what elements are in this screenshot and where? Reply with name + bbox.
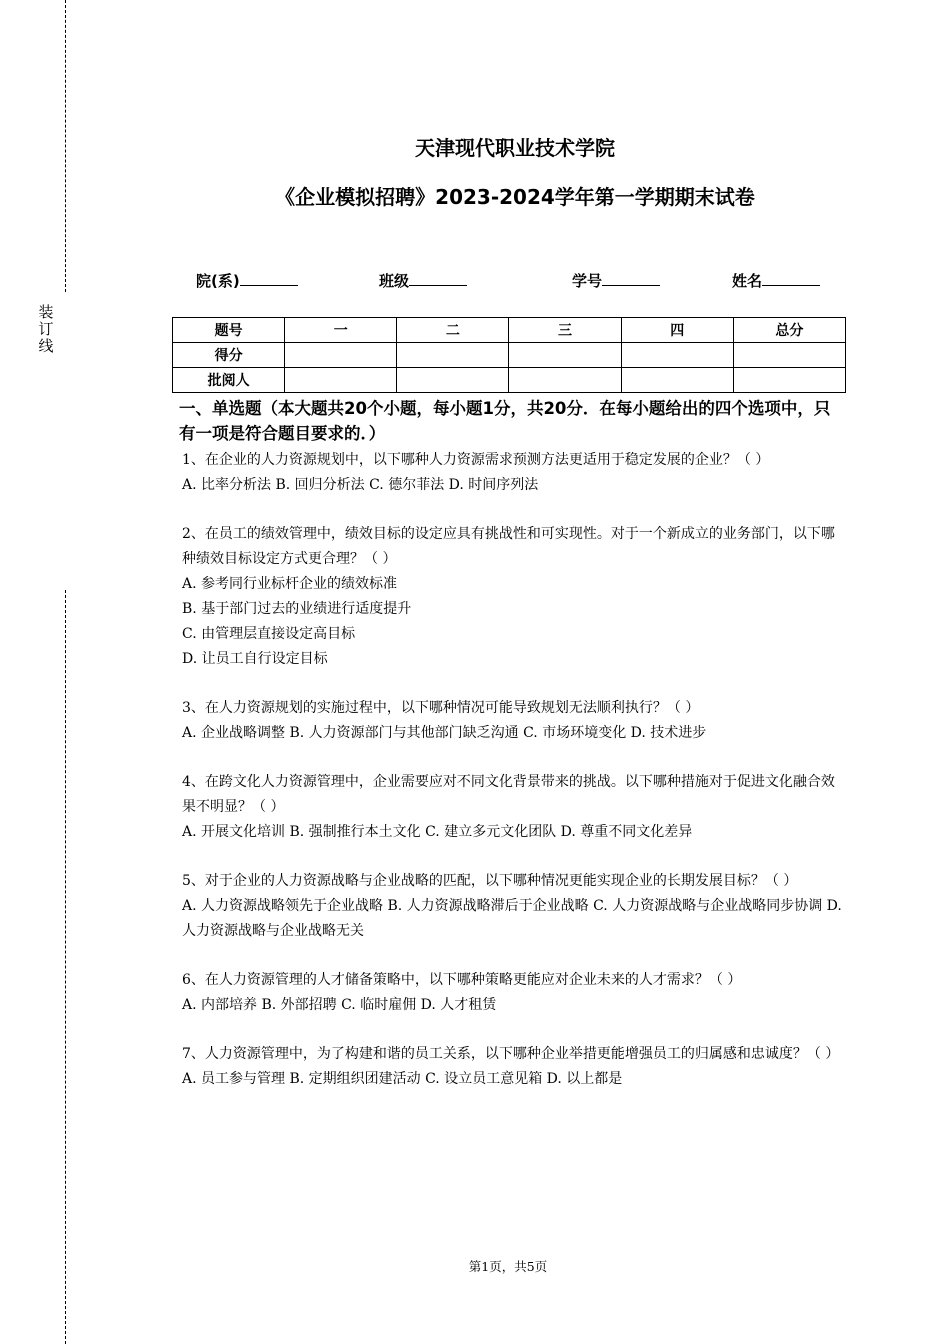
- score-table: [172, 317, 846, 393]
- question-stem: 7、人力资源管理中，为了构建和谐的员工关系，以下哪种企业举措更能增强员工的归属感和忠诚度？（ ）: [182, 1046, 840, 1062]
- row-label: 批阅人: [173, 368, 285, 393]
- question-option: A. 参考同行业标杆企业的绩效标准: [182, 576, 398, 592]
- name-field: [732, 270, 820, 291]
- department-field: [196, 270, 298, 291]
- question-option: B. 基于部门过去的业绩进行适度提升: [182, 601, 412, 617]
- name-label: 姓名: [732, 272, 763, 290]
- score-cell[interactable]: [285, 343, 397, 368]
- binding-label: 装订线: [38, 303, 54, 355]
- reviewer-cell[interactable]: [285, 368, 397, 393]
- question-options: A. 员工参与管理 B. 定期组织团建活动 C. 设立员工意见箱 D. 以上都是: [182, 1071, 623, 1087]
- question: [182, 869, 842, 944]
- question: [182, 448, 842, 498]
- question-stem: 5、对于企业的人力资源战略与企业战略的匹配，以下哪种情况更能实现企业的长期发展目标？（ ）: [182, 873, 798, 889]
- score-cell[interactable]: [397, 343, 509, 368]
- score-row: [173, 343, 846, 368]
- score-cell[interactable]: [733, 343, 845, 368]
- student-id-blank[interactable]: [602, 271, 660, 286]
- score-cell[interactable]: [509, 343, 621, 368]
- question-option: D. 让员工自行设定目标: [182, 651, 328, 667]
- row-label: 得分: [173, 343, 285, 368]
- score-table-header-row: [173, 318, 846, 343]
- question-options: A. 人力资源战略领先于企业战略 B. 人力资源战略滞后于企业战略 C. 人力资源战略与企业战略同步协调 D. 人力资源战略与企业战略无关: [182, 898, 842, 939]
- section-title: 一、单选题（本大题共20个小题，每小题1分，共20分．在每小题给出的四个选项中，只有一项是符合题目要求的．）: [179, 399, 831, 443]
- reviewer-cell[interactable]: [509, 368, 621, 393]
- question: [182, 968, 842, 1018]
- page-number: 第1页，共5页: [468, 1259, 548, 1274]
- reviewer-cell[interactable]: [621, 368, 733, 393]
- exam-title: 《企业模拟招聘》2023-2024学年第一学期期末试卷: [275, 185, 755, 209]
- reviewer-cell[interactable]: [397, 368, 509, 393]
- name-blank[interactable]: [762, 271, 820, 286]
- department-label: 院(系): [196, 272, 240, 290]
- question-stem: 3、在人力资源规划的实施过程中，以下哪种情况可能导致规划无法顺利执行？（ ）: [182, 700, 700, 716]
- exam-content: [179, 396, 842, 1092]
- question-options: A. 企业战略调整 B. 人力资源部门与其他部门缺乏沟通 C. 市场环境变化 D. 技术进步: [182, 725, 707, 741]
- binding-line-bottom: [65, 590, 66, 1344]
- class-blank[interactable]: [409, 271, 467, 286]
- question-options: A. 开展文化培训 B. 强制推行本土文化 C. 建立多元文化团队 D. 尊重不同文化差异: [182, 824, 693, 840]
- question-options: A. 内部培养 B. 外部招聘 C. 临时雇佣 D. 人才租赁: [182, 997, 497, 1013]
- question: [182, 1042, 842, 1092]
- header-cell: 一: [285, 318, 397, 343]
- header-cell: 三: [509, 318, 621, 343]
- school-name: 天津现代职业技术学院: [415, 136, 615, 160]
- class-field: [379, 270, 467, 291]
- reviewer-row: [173, 368, 846, 393]
- student-id-label: 学号: [572, 272, 603, 290]
- question-stem: 4、在跨文化人力资源管理中，企业需要应对不同文化背景带来的挑战。以下哪种措施对于促进文化融合效果不明显？（ ）: [182, 774, 835, 815]
- question: [182, 696, 842, 746]
- header-cell: 总分: [733, 318, 845, 343]
- header-cell: 四: [621, 318, 733, 343]
- student-id-field: [572, 270, 660, 291]
- question: [182, 770, 842, 845]
- question: [182, 522, 842, 672]
- question-options: A. 比率分析法 B. 回归分析法 C. 德尔菲法 D. 时间序列法: [182, 477, 539, 493]
- question-stem: 6、在人力资源管理的人才储备策略中，以下哪种策略更能应对企业未来的人才需求？（ ）: [182, 972, 742, 988]
- question-stem: 2、在员工的绩效管理中，绩效目标的设定应具有挑战性和可实现性。对于一个新成立的业务部门，以下哪种绩效目标设定方式更合理？（ ）: [182, 526, 835, 567]
- department-blank[interactable]: [240, 271, 298, 286]
- class-label: 班级: [379, 272, 410, 290]
- score-cell[interactable]: [621, 343, 733, 368]
- question-stem: 1、在企业的人力资源规划中，以下哪种人力资源需求预测方法更适用于稳定发展的企业？（ ）: [182, 452, 770, 468]
- header-cell: 二: [397, 318, 509, 343]
- reviewer-cell[interactable]: [733, 368, 845, 393]
- question-option: C. 由管理层直接设定高目标: [182, 626, 356, 642]
- header-cell: 题号: [173, 318, 285, 343]
